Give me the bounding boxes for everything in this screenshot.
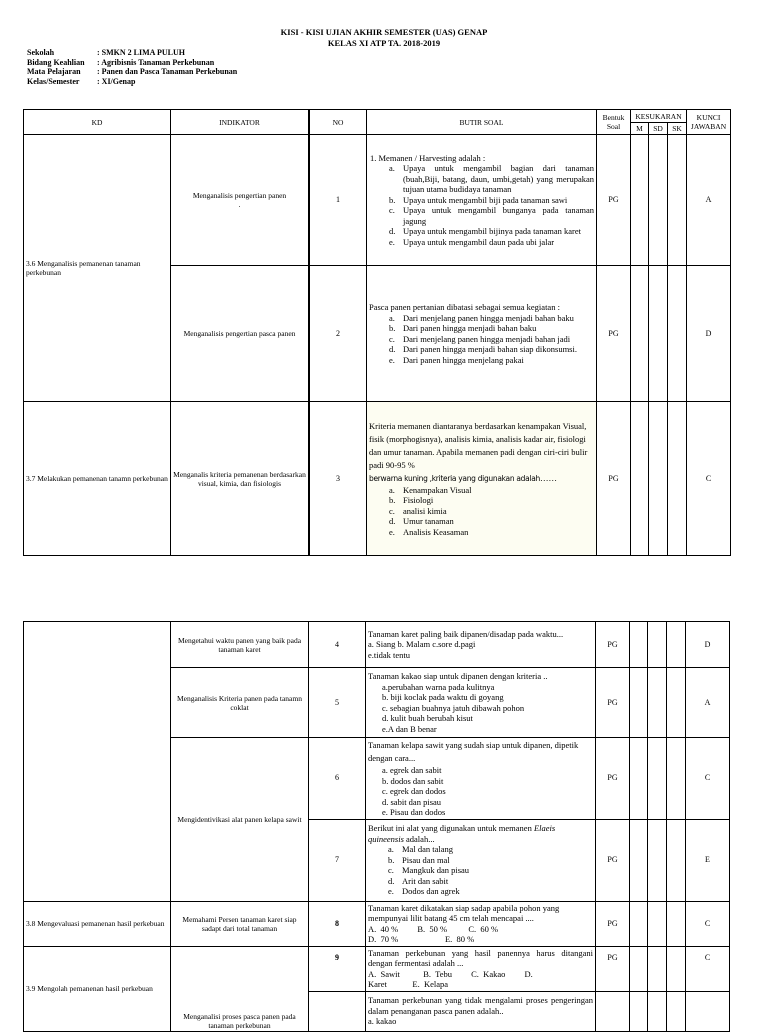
kunci-jawaban-cell: C	[686, 738, 730, 820]
bentuk-soal-cell: PG	[597, 266, 631, 402]
indikator-cell: Menganalisis Kriteria panen pada tanamn coklat	[171, 668, 309, 738]
option-line: Karet E. Kelapa	[368, 979, 449, 989]
option-line: A. 40 % B. 50 % C. 60 %	[368, 923, 499, 934]
table-row	[24, 901, 730, 946]
question-stem-tail: ……	[539, 472, 557, 483]
bentuk-soal-cell: PG	[597, 402, 631, 556]
option-label: c.	[389, 333, 395, 344]
question-stem: Tanaman karet dikatakan siap sadap apabila pohon yang mempunyai lilit batang 45 cm telah mencapai ....	[368, 902, 560, 923]
option-list	[369, 163, 594, 247]
option-item	[389, 526, 594, 538]
meta-row-bidang	[27, 58, 237, 68]
kunci-jawaban-cell: C	[686, 946, 730, 991]
option-item	[389, 333, 594, 345]
option-list	[369, 485, 594, 538]
kesukaran-sd-cell	[648, 819, 667, 901]
col-header-no: NO	[310, 110, 367, 135]
table-row	[24, 135, 731, 266]
butir-soal-cell	[366, 819, 596, 901]
option-text: Dodos dan agrek	[402, 886, 460, 897]
option-item: b. biji koclak pada waktu di goyang	[382, 692, 504, 702]
kesukaran-sk-cell	[667, 668, 686, 738]
option-item: a.perubahan warna pada kulitnya	[382, 681, 495, 692]
no-cell	[309, 991, 366, 1031]
meta-value: : SMKN 2 LIMA PULUH	[97, 48, 185, 57]
kesukaran-sd-cell	[648, 991, 667, 1031]
option-item	[388, 854, 593, 866]
option-item	[388, 865, 593, 876]
option-item: d. sabit dan pisau	[382, 796, 442, 807]
option-text: Analisis Keasaman	[403, 526, 469, 537]
option-item: c. egrek dan dodos	[382, 786, 446, 796]
option-text: Mal dan talang	[402, 844, 453, 855]
no-cell: 2	[310, 266, 367, 402]
kesukaran-sk-cell	[667, 738, 686, 820]
bentuk-soal-cell	[596, 991, 630, 1031]
bentuk-soal-cell: PG	[596, 901, 630, 946]
option-item: c. sebagian buahnya jatuh dibawah pohon	[382, 702, 525, 713]
col-header-sk: SK	[668, 123, 687, 135]
question-stem-italic: Elaeis quineensis	[368, 823, 556, 844]
kesukaran-m-cell	[631, 266, 649, 402]
indikator-cell: Menganalisis pengertian pasca panen	[171, 266, 309, 402]
option-item	[389, 236, 594, 248]
option-item: d. kulit buah berubah kisut	[382, 713, 473, 723]
kesukaran-sk-cell	[668, 135, 687, 266]
question-stem	[369, 420, 594, 485]
kunci-jawaban-cell: C	[686, 901, 730, 946]
bentuk-soal-cell: PG	[596, 819, 630, 901]
no-cell: 6	[309, 738, 366, 820]
option-text: Fisiologi	[403, 495, 434, 506]
meta-row-sekolah	[27, 48, 237, 58]
option-label: d.	[389, 516, 396, 527]
col-header-butir-soal: BUTIR SOAL	[367, 110, 597, 135]
option-list	[368, 682, 593, 735]
option-item	[389, 495, 594, 506]
option-item	[389, 323, 594, 334]
no-cell: 4	[309, 622, 366, 668]
no-cell: 1	[310, 135, 367, 266]
option-item	[389, 354, 594, 366]
option-text: Umur tanaman	[403, 516, 454, 527]
option-label: c.	[389, 205, 395, 216]
option-item	[388, 886, 593, 897]
option-item	[388, 875, 593, 887]
option-item	[389, 205, 594, 226]
option-label: a.	[389, 312, 395, 323]
option-label: b.	[389, 323, 396, 333]
col-header-kunci-jawaban: KUNCI JAWABAN	[687, 110, 731, 135]
kunci-jawaban-cell: E	[686, 819, 730, 901]
kesukaran-sk-cell	[667, 622, 686, 668]
option-item	[389, 516, 594, 527]
kd-cell: 3.9 Mengolah pemanenan hasil perkebuan	[24, 946, 171, 1031]
meta-value: : XI/Genap	[97, 76, 136, 86]
option-item	[389, 312, 594, 324]
option-item	[389, 344, 594, 355]
meta-value: : Agribisnis Tanaman Perkebunan	[97, 57, 215, 67]
kunci-jawaban-cell: A	[686, 668, 730, 738]
bentuk-soal-cell: PG	[596, 622, 630, 668]
kunci-jawaban-cell: C	[687, 402, 731, 556]
kesukaran-sd-cell	[649, 135, 668, 266]
option-text: Dari panen hingga menjadi bahan siap dikonsumsi.	[403, 344, 577, 354]
meta-row-mapel	[27, 67, 237, 77]
option-item	[389, 194, 594, 206]
kisi-table-page2	[23, 621, 730, 1032]
col-header-kd: KD	[24, 110, 171, 135]
indikator-text: Menganalisis pengertian panen	[192, 191, 287, 200]
no-cell: 9	[309, 946, 366, 991]
option-label: c.	[388, 865, 394, 876]
kesukaran-sk-cell	[667, 991, 686, 1031]
option-text: Arit dan sabit	[402, 875, 449, 886]
butir-soal-cell	[367, 402, 597, 556]
meta-key: Bidang Keahlian	[27, 57, 85, 67]
question-stem	[368, 823, 593, 844]
indikator-cell: Mengidentivikasi alat panen kelapa sawit	[171, 738, 309, 902]
kunci-jawaban-cell	[686, 991, 730, 1031]
option-line: a. Siang b. Malam c.sore d.pagi	[368, 639, 476, 650]
question-stem: Tanaman perkebunan yang tidak mengalami proses pengeringan dalam penanganan pasca panen adalah..	[368, 995, 593, 1016]
no-cell: 8	[309, 901, 366, 946]
document-subtitle: KELAS XI ATP TA. 2018-2019	[327, 38, 441, 48]
kesukaran-sk-cell	[668, 266, 687, 402]
kesukaran-sd-cell	[648, 738, 667, 820]
col-header-kesukaran: KESUKARAN	[631, 110, 687, 123]
option-item: a. egrek dan sabit	[382, 765, 442, 775]
kesukaran-m-cell	[630, 819, 648, 901]
option-text: analisi kimia	[403, 505, 447, 516]
question-stem-tail: adalah...	[403, 833, 435, 844]
indikator-cell: Mengetahui waktu panen yang baik pada tanaman karet	[171, 622, 309, 668]
bentuk-soal-cell: PG	[597, 135, 631, 266]
kesukaran-m-cell	[630, 622, 648, 668]
col-header-indikator: INDIKATOR	[171, 110, 309, 135]
col-header-bentuk-soal: Bentuk Soal	[597, 110, 631, 135]
kesukaran-sk-cell	[667, 819, 686, 901]
option-text: Dari panen hingga menjadi bahan baku	[403, 323, 537, 333]
document-meta	[27, 48, 237, 86]
indikator-cell: Menganalisi proses pasca panen pada tanaman perkebunan	[171, 946, 309, 1031]
option-list	[369, 313, 594, 366]
option-text: Mangkuk dan pisau	[402, 865, 470, 876]
meta-value: : Panen dan Pasca Tanaman Perkebunan	[97, 67, 238, 76]
kesukaran-m-cell	[631, 135, 649, 266]
kunci-jawaban-cell: D	[687, 266, 731, 402]
no-cell: 3	[310, 402, 367, 556]
option-line: D. 70 % E. 80 %	[368, 934, 475, 944]
indikator-cell	[171, 135, 309, 266]
option-item	[389, 505, 594, 517]
question-stem: 1. Memanen / Harvesting adalah :	[370, 152, 486, 163]
option-text: Upaya untuk mengambil daun pada ubi jalar	[403, 236, 555, 247]
kesukaran-sk-cell	[667, 946, 686, 991]
option-label: e.	[389, 354, 395, 365]
kesukaran-m-cell	[630, 946, 648, 991]
kisi-table-page1	[23, 109, 731, 556]
butir-soal-cell	[366, 946, 596, 991]
option-label: b.	[389, 194, 396, 205]
option-text: Upaya untuk mengambil biji pada tanaman sawi	[403, 194, 568, 205]
question-stem: Tanaman karet paling baik dipanen/disadap pada waktu...	[368, 628, 564, 639]
butir-soal-cell	[366, 668, 596, 738]
option-item	[389, 484, 594, 496]
option-item: e. Pisau dan dodos	[382, 807, 446, 817]
butir-soal-cell	[367, 266, 597, 402]
question-stem-text: Berikut ini alat yang digunakan untuk memanen	[368, 823, 534, 834]
option-label: a.	[389, 163, 395, 174]
kd-cell: 3.8 Mengevaluasi pemanenan hasil perkebuan	[24, 901, 171, 946]
question-stem: Tanaman kelapa sawit yang sudah siap untuk dipanen, dipetik dengan cara...	[368, 740, 579, 763]
option-line: a. kakao	[368, 1016, 397, 1027]
bentuk-soal-cell: PG	[596, 738, 630, 820]
kesukaran-m-cell	[630, 991, 648, 1031]
option-label: d.	[388, 875, 395, 886]
document-title: KISI - KISI UJIAN AKHIR SEMESTER (UAS) GENAP	[280, 27, 488, 37]
option-text: Dari menjelang panen hingga menjadi bahan baku	[403, 312, 574, 323]
option-label: b.	[388, 854, 395, 865]
butir-soal-cell	[366, 901, 596, 946]
question-stem: Pasca panen pertanian dibatasi sebagai semua kegiatan :	[369, 302, 560, 312]
butir-soal-cell	[366, 738, 596, 820]
option-label: e.	[388, 886, 394, 897]
option-text: Pisau dan mal	[402, 854, 450, 865]
option-label: e.	[389, 526, 395, 537]
option-label: c.	[389, 505, 395, 516]
kesukaran-sd-cell	[648, 901, 667, 946]
table-row	[24, 622, 730, 668]
kesukaran-m-cell	[630, 668, 648, 738]
option-text: Kenampakan Visual	[403, 484, 472, 495]
table-row	[24, 946, 730, 991]
kesukaran-m-cell	[630, 901, 648, 946]
option-list	[368, 844, 593, 897]
option-text: Dari menjelang panen hingga menjadi bahan jadi	[403, 333, 571, 344]
option-text: Upaya untuk mengambil bagian dari tanaman (buah,Biji, batang, daun, umbi,getah) yang merupakan tujuan utama budidaya tanaman	[403, 163, 594, 195]
butir-soal-cell	[366, 622, 596, 668]
option-label: a.	[388, 844, 394, 855]
option-label: d.	[389, 344, 396, 354]
option-text: Dari panen hingga menjelang pakai	[403, 354, 524, 365]
kesukaran-sd-cell	[649, 402, 668, 556]
option-item	[389, 163, 594, 195]
kesukaran-m-cell	[630, 738, 648, 820]
kesukaran-sd-cell	[648, 622, 667, 668]
kesukaran-m-cell	[631, 402, 649, 556]
table-row	[24, 402, 731, 556]
meta-key: Mata Pelajaran	[27, 67, 81, 76]
option-item: b. dodos dan sabit	[382, 775, 444, 786]
kd-cell	[24, 622, 171, 902]
option-list	[368, 765, 593, 818]
question-stem: Tanaman perkebunan yang hasil panennya harus ditangani dengan fermentasi adalah ...	[368, 947, 593, 968]
indikator-extra: .	[238, 200, 241, 209]
option-label: e.	[389, 236, 395, 247]
col-header-m: M	[631, 123, 649, 135]
indikator-cell: Menganalis kriteria pemanenan berdasarkan visual, kimia, dan fisiologis	[171, 402, 309, 556]
option-label: a.	[389, 484, 395, 495]
butir-soal-cell	[367, 135, 597, 266]
kesukaran-sd-cell	[648, 668, 667, 738]
question-stem-handwritten: berwarna kuning ,kriteria yang digunakan adalah	[369, 473, 540, 483]
kesukaran-sk-cell	[667, 901, 686, 946]
bentuk-soal-cell: PG	[596, 946, 630, 991]
kd-cell: 3.6 Menganalisis pemanenan tanaman perkebunan	[24, 135, 171, 402]
option-label: d.	[389, 226, 396, 237]
option-item	[388, 844, 593, 855]
question-stem: Tanaman kakao siap untuk dipanen dengan kriteria ..	[368, 671, 548, 681]
butir-soal-cell	[366, 991, 596, 1031]
option-line: e.tidak tentu	[368, 649, 411, 660]
option-text: Upaya untuk mengambil bunganya pada tanaman jagung	[403, 205, 594, 226]
meta-key: Kelas/Semester	[27, 76, 80, 86]
option-label: b.	[389, 495, 396, 506]
no-cell: 5	[309, 668, 366, 738]
kesukaran-sd-cell	[648, 946, 667, 991]
option-text: Upaya untuk mengambil bijinya pada tanaman karet	[403, 226, 581, 237]
kd-cell: 3.7 Melakukan pemanenan tanamn perkebunan	[24, 402, 171, 556]
kunci-jawaban-cell: D	[686, 622, 730, 668]
meta-key: Sekolah	[27, 48, 55, 57]
option-item	[389, 226, 594, 237]
no-cell: 7	[309, 819, 366, 901]
option-item: e.A dan B benar	[382, 723, 437, 734]
option-line: A. Sawit B. Tebu C. Kakao D.	[368, 968, 533, 979]
kunci-jawaban-cell: A	[687, 135, 731, 266]
bentuk-soal-cell: PG	[596, 668, 630, 738]
kesukaran-sk-cell	[668, 402, 687, 556]
kesukaran-sd-cell	[649, 266, 668, 402]
col-header-sd: SD	[649, 123, 668, 135]
question-stem-text: Kriteria memanen diantaranya berdasarkan kenampakan Visual, fisik (morphogisnya), analisis kimia, analisis kadar air, fisiologi dan umur tanaman. Apabila memanen padi dengan ciri-ciri bulir padi 90-95 %	[369, 420, 588, 470]
indikator-cell: Memahami Persen tanaman karet siap sadapt dari total tanaman	[171, 901, 309, 946]
meta-row-kelas	[27, 77, 237, 87]
